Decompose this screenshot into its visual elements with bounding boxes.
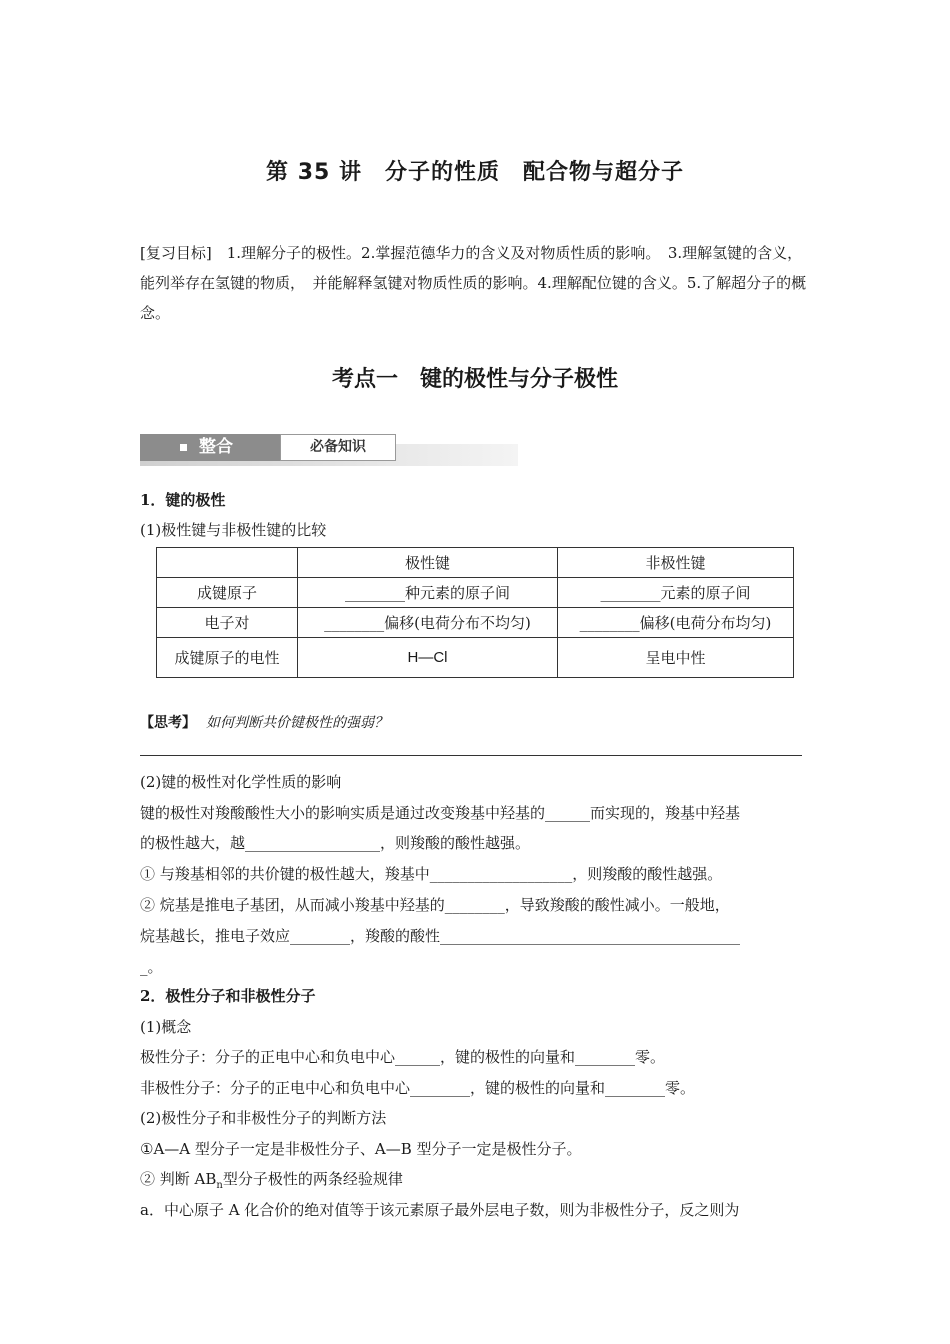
comparison-table bbox=[156, 547, 794, 678]
paragraph-line: a．中心原子 A 化合价的绝对值等于该元素原子最外层电子数，则为非极性分子，反之则为 bbox=[140, 1201, 740, 1219]
paragraph-line: 键的极性对羧酸酸性大小的影响实质是通过改变羧基中羟基的______而实现的，羧基中羟基 bbox=[140, 804, 741, 822]
table-header-cell: 极性键 bbox=[298, 548, 558, 578]
heading-molecular-polarity: 2．极性分子和非极性分子 bbox=[140, 987, 316, 1005]
table-cell: 呈电中性 bbox=[558, 638, 794, 678]
paragraph-line bbox=[140, 1168, 403, 1191]
paragraph-line: 的极性越大，越__________________，则羧酸的酸性越强。 bbox=[140, 834, 531, 852]
banner-light-label: 必备知识 bbox=[280, 434, 396, 461]
review-goals bbox=[140, 238, 820, 328]
review-goals-label: [复习目标] bbox=[140, 244, 212, 262]
square-bullet-icon bbox=[180, 444, 187, 451]
paragraph-line: ① 与羧基相邻的共价键的极性越大，羧基中___________________，则羧酸的酸性越强。 bbox=[140, 865, 723, 883]
lecture-title: 第 35 讲 分子的性质 配合物与超分子 bbox=[266, 160, 684, 185]
table-cell: 成键原子 bbox=[157, 578, 298, 608]
section-title: 考点一 键的极性与分子极性 bbox=[331, 367, 618, 392]
table-row bbox=[157, 608, 794, 638]
table-cell: 成键原子的电性 bbox=[157, 638, 298, 678]
answer-line bbox=[140, 755, 802, 756]
banner-dark-label: 整合 bbox=[199, 437, 233, 457]
section-banner bbox=[140, 434, 518, 466]
paragraph-line: 非极性分子：分子的正电中心和负电中心________，键的极性的向量和________零。 bbox=[140, 1079, 696, 1097]
think-prompt bbox=[140, 712, 388, 732]
think-label: 【思考】 bbox=[140, 715, 196, 731]
table-cell: ________偏移(电荷分布不均匀) bbox=[298, 608, 558, 638]
table-row bbox=[157, 638, 794, 678]
paragraph-line: 烷基越长，推电子效应________，羧酸的酸性________________________________________ bbox=[140, 927, 741, 945]
rule-text-pre: ② 判断 AB bbox=[140, 1170, 217, 1188]
table-cell: ________偏移(电荷分布均匀) bbox=[558, 608, 794, 638]
table-header-cell bbox=[157, 548, 298, 578]
review-goals-text: 1.理解分子的极性。2.掌握范德华力的含义及对物质性质的影响。 3.理解氢键的含义， 能列举存在氢键的物质， 并能解释氢键对物质性质的影响。4.理解配位键的含义。5.了解超分子的概念。 bbox=[140, 244, 810, 322]
paragraph-line: 极性分子：分子的正电中心和负电中心______，键的极性的向量和________零。 bbox=[140, 1048, 666, 1066]
paragraph-line: ② 烷基是推电子基团，从而减小羧基中羟基的________，导致羧酸的酸性减小。一般地， bbox=[140, 896, 730, 914]
rule-text-post: 型分子极性的两条经验规律 bbox=[222, 1170, 403, 1188]
subheading-comparison: (1)极性键与非极性键的比较 bbox=[140, 521, 327, 539]
table-header-cell: 非极性键 bbox=[558, 548, 794, 578]
subscript-n: n bbox=[216, 1180, 223, 1191]
paragraph-line: _。 bbox=[140, 958, 163, 976]
table-row bbox=[157, 578, 794, 608]
paragraph-line: ①A—A 型分子一定是非极性分子、A—B 型分子一定是极性分子。 bbox=[140, 1140, 582, 1158]
heading-bond-polarity: 1．键的极性 bbox=[140, 491, 226, 509]
think-question: 如何判断共价键极性的强弱？ bbox=[206, 715, 388, 731]
table-cell: ________元素的原子间 bbox=[558, 578, 794, 608]
table-cell: 电子对 bbox=[157, 608, 298, 638]
table-cell: H—Cl bbox=[298, 638, 558, 678]
subheading-chemical-effect: (2)键的极性对化学性质的影响 bbox=[140, 773, 342, 791]
subheading-concept: (1)概念 bbox=[140, 1018, 192, 1036]
banner-dark-tab bbox=[140, 434, 280, 461]
subheading-method: (2)极性分子和非极性分子的判断方法 bbox=[140, 1109, 387, 1127]
table-cell: ________种元素的原子间 bbox=[298, 578, 558, 608]
table-header-row bbox=[157, 548, 794, 578]
